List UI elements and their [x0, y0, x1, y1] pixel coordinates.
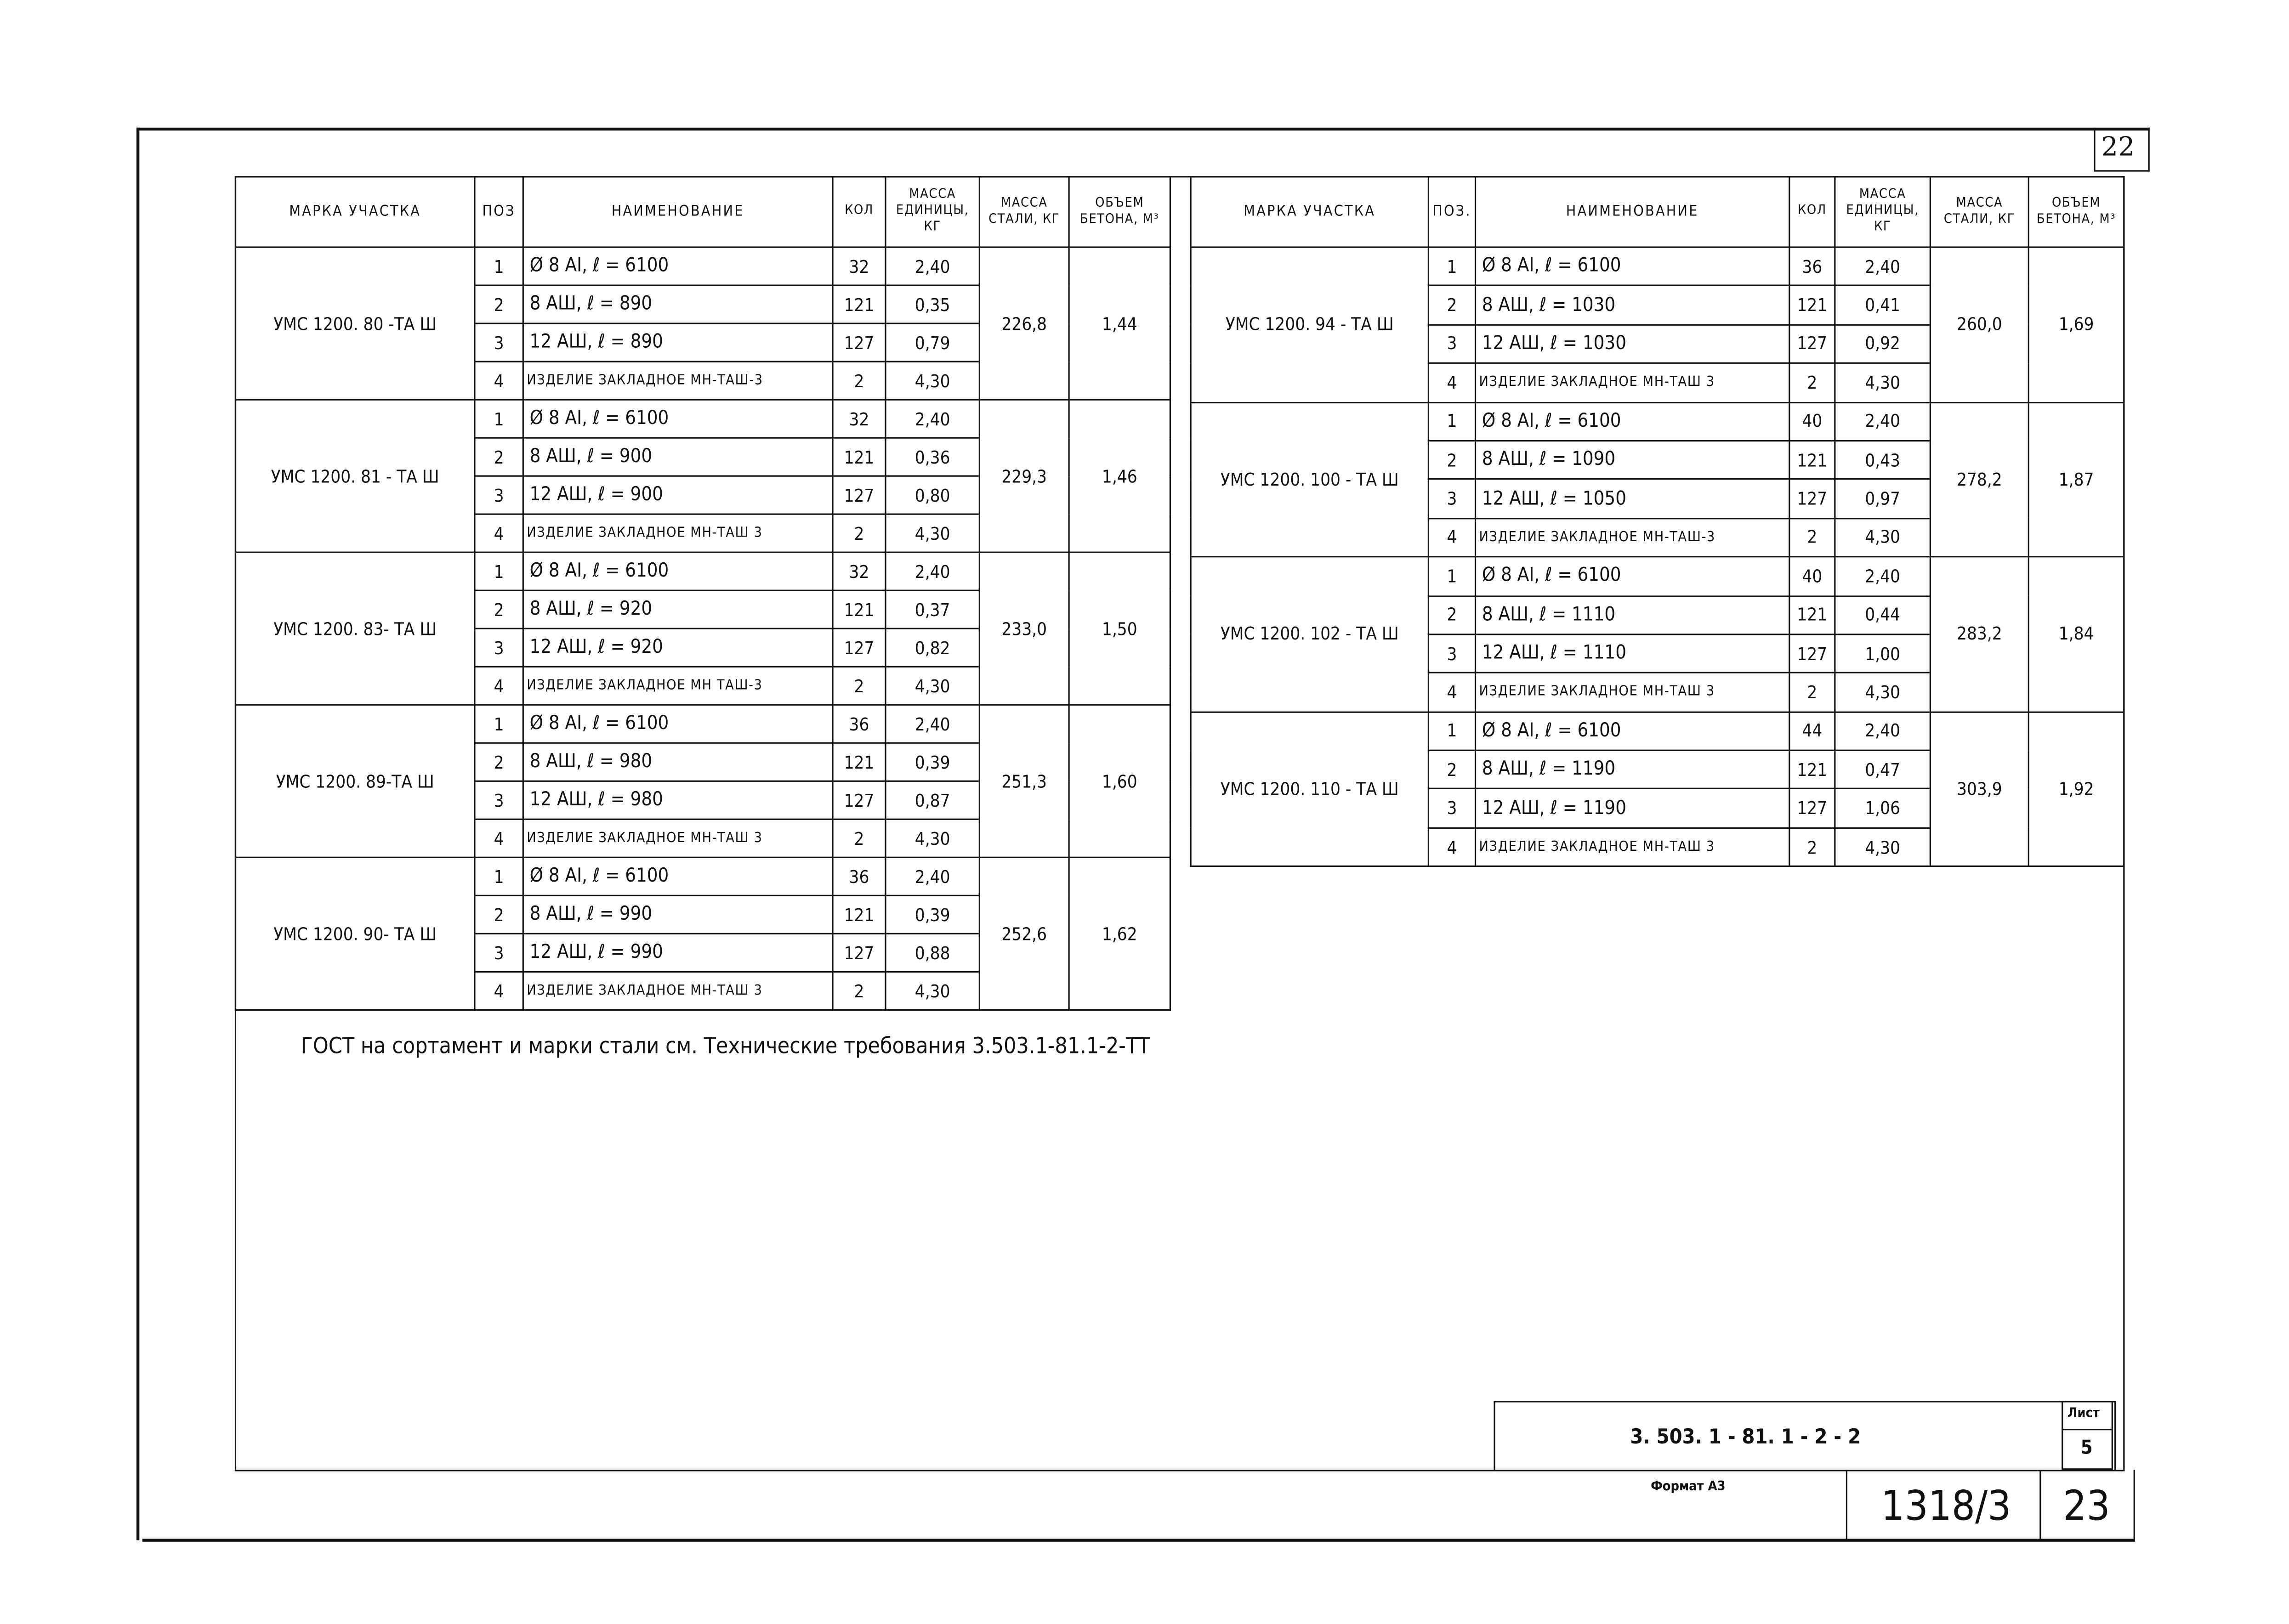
quantity-cell: 2 — [833, 667, 886, 705]
unit-mass-cell: 0,35 — [886, 285, 979, 323]
item-name: 8 АШ, ℓ = 980 — [523, 743, 833, 781]
outer-frame-top — [136, 128, 2150, 130]
quantity-cell: 32 — [833, 400, 886, 438]
unit-mass-cell: 0,41 — [1835, 286, 1931, 324]
item-name: 12 АШ, ℓ = 980 — [523, 781, 833, 819]
header-name: НАИМЕНОВАНИЕ — [523, 177, 833, 247]
position-cell: 3 — [475, 934, 523, 972]
concrete-volume-cell: 1,92 — [2028, 712, 2124, 866]
quantity-cell: 2 — [833, 819, 886, 857]
item-name: 8 АШ, ℓ = 1190 — [1476, 750, 1789, 789]
unit-mass-cell: 0,37 — [886, 590, 979, 628]
position-cell: 4 — [475, 819, 523, 857]
position-cell: 4 — [1428, 518, 1475, 557]
steel-mass-cell: 226,8 — [979, 247, 1069, 400]
steel-mass-cell: 260,0 — [1930, 247, 2028, 402]
document-code: 3. 503. 1 - 81. 1 - 2 - 2 — [1630, 1426, 1861, 1449]
segment-mark: УМС 1200. 102 - ТА Ш — [1191, 557, 1428, 712]
position-cell: 1 — [475, 400, 523, 438]
unit-mass-cell: 4,30 — [1835, 363, 1931, 402]
position-cell: 4 — [475, 362, 523, 400]
unit-mass-cell: 0,39 — [886, 895, 979, 934]
unit-mass-cell: 2,40 — [1835, 402, 1931, 441]
segment-mark: УМС 1200. 90- ТА Ш — [235, 857, 474, 1010]
item-name: Ø 8 АI, ℓ = 6100 — [523, 857, 833, 895]
item-name: ИЗДЕЛИЕ ЗАКЛАДНОЕ МН-ТАШ 3 — [1476, 363, 1789, 402]
quantity-cell: 127 — [1789, 480, 1835, 518]
steel-mass-cell: 233,0 — [979, 552, 1069, 705]
segment-mark: УМС 1200. 80 -ТА Ш — [235, 247, 474, 400]
table-row — [235, 247, 1170, 285]
title-divider-2 — [2039, 1470, 2041, 1540]
position-cell: 3 — [1428, 634, 1475, 673]
unit-mass-cell: 0,92 — [1835, 325, 1931, 363]
position-cell: 4 — [1428, 363, 1475, 402]
steel-mass-cell: 251,3 — [979, 705, 1069, 857]
unit-mass-cell: 4,30 — [886, 514, 979, 552]
unit-mass-cell: 0,79 — [886, 323, 979, 362]
item-name: ИЗДЕЛИЕ ЗАКЛАДНОЕ МН-ТАШ 3 — [523, 819, 833, 857]
unit-mass-cell: 0,39 — [886, 743, 979, 781]
position-cell: 3 — [1428, 480, 1475, 518]
unit-mass-cell: 1,00 — [1835, 634, 1931, 673]
concrete-volume-cell: 1,60 — [1069, 705, 1170, 857]
top-sheet-number: 22 — [2101, 132, 2135, 163]
quantity-cell: 121 — [1789, 750, 1835, 789]
item-name: 12 АШ, ℓ = 1190 — [1476, 789, 1789, 828]
title-divider-1 — [1846, 1470, 1848, 1540]
quantity-cell: 36 — [833, 705, 886, 743]
item-name: 8 АШ, ℓ = 1030 — [1476, 286, 1789, 324]
header-steel-mass: МАССА СТАЛИ, КГ — [979, 177, 1069, 247]
item-name: Ø 8 АI, ℓ = 6100 — [1476, 557, 1789, 595]
segment-mark: УМС 1200. 100 - ТА Ш — [1191, 402, 1428, 557]
table-row — [1191, 557, 2124, 595]
unit-mass-cell: 2,40 — [886, 857, 979, 895]
position-cell: 3 — [1428, 325, 1475, 363]
position-cell: 4 — [1428, 828, 1475, 866]
table-row — [235, 400, 1170, 438]
unit-mass-cell: 1,06 — [1835, 789, 1931, 828]
table-row — [1191, 712, 2124, 750]
item-name: 12 АШ, ℓ = 1110 — [1476, 634, 1789, 673]
position-cell: 1 — [475, 705, 523, 743]
position-cell: 3 — [475, 781, 523, 819]
unit-mass-cell: 4,30 — [1835, 828, 1931, 866]
quantity-cell: 32 — [833, 552, 886, 590]
item-name: 8 АШ, ℓ = 890 — [523, 285, 833, 323]
sheet-label-cell — [2062, 1401, 2113, 1430]
quantity-cell: 127 — [833, 323, 886, 362]
quantity-cell: 127 — [833, 781, 886, 819]
unit-mass-cell: 0,47 — [1835, 750, 1931, 789]
unit-mass-cell: 4,30 — [1835, 673, 1931, 712]
position-cell: 1 — [475, 552, 523, 590]
item-name: ИЗДЕЛИЕ ЗАКЛАДНОЕ МН ТАШ-3 — [523, 667, 833, 705]
quantity-cell: 127 — [1789, 325, 1835, 363]
table-row — [235, 705, 1170, 743]
header-name: НАИМЕНОВАНИЕ — [1476, 177, 1789, 247]
title-block-code-cell — [1494, 1401, 2116, 1471]
item-name: 8 АШ, ℓ = 900 — [523, 438, 833, 476]
item-name: Ø 8 АI, ℓ = 6100 — [1476, 402, 1789, 441]
quantity-cell: 121 — [833, 438, 886, 476]
position-cell: 3 — [1428, 789, 1475, 828]
table-row — [235, 857, 1170, 895]
concrete-volume-cell: 1,69 — [2028, 247, 2124, 402]
concrete-volume-cell: 1,46 — [1069, 400, 1170, 552]
header-unit-mass: МАССА ЕДИНИЦЫ, КГ — [1835, 177, 1931, 247]
quantity-cell: 127 — [833, 628, 886, 667]
unit-mass-cell: 0,80 — [886, 476, 979, 514]
position-cell: 4 — [475, 667, 523, 705]
quantity-cell: 2 — [833, 514, 886, 552]
quantity-cell: 121 — [833, 590, 886, 628]
position-cell: 4 — [475, 514, 523, 552]
item-name: 12 АШ, ℓ = 1050 — [1476, 480, 1789, 518]
position-cell: 1 — [1428, 557, 1475, 595]
quantity-cell: 36 — [1789, 247, 1835, 286]
concrete-volume-cell: 1,44 — [1069, 247, 1170, 400]
unit-mass-cell: 2,40 — [1835, 247, 1931, 286]
segment-mark: УМС 1200. 110 - ТА Ш — [1191, 712, 1428, 866]
sheet-label: Лист — [2067, 1407, 2100, 1422]
header-mark: МАРКА УЧАСТКА — [1191, 177, 1428, 247]
unit-mass-cell: 2,40 — [886, 552, 979, 590]
position-cell: 2 — [475, 743, 523, 781]
item-name: 8 АШ, ℓ = 1110 — [1476, 595, 1789, 634]
sheet-value-cell — [2062, 1429, 2113, 1470]
unit-mass-cell: 2,40 — [1835, 557, 1931, 595]
quantity-cell: 127 — [833, 476, 886, 514]
quantity-cell: 121 — [833, 743, 886, 781]
quantity-cell: 2 — [833, 362, 886, 400]
header-concrete-volume: ОБЪЕМ БЕТОНА, М³ — [2028, 177, 2124, 247]
header-qty: КОЛ — [833, 177, 886, 247]
item-name: 12 АШ, ℓ = 890 — [523, 323, 833, 362]
unit-mass-cell: 0,87 — [886, 781, 979, 819]
quantity-cell: 121 — [833, 895, 886, 934]
position-cell: 2 — [1428, 750, 1475, 789]
concrete-volume-cell: 1,62 — [1069, 857, 1170, 1010]
position-cell: 1 — [1428, 402, 1475, 441]
position-cell: 1 — [475, 247, 523, 285]
quantity-cell: 2 — [1789, 828, 1835, 866]
position-cell: 2 — [475, 285, 523, 323]
specification-table-left — [235, 176, 1171, 1011]
item-name: 8 АШ, ℓ = 990 — [523, 895, 833, 934]
item-name: 12 АШ, ℓ = 1030 — [1476, 325, 1789, 363]
quantity-cell: 2 — [1789, 518, 1835, 557]
steel-mass-cell: 252,6 — [979, 857, 1069, 1010]
position-cell: 2 — [475, 895, 523, 934]
table-row — [1191, 402, 2124, 441]
position-cell: 2 — [1428, 595, 1475, 634]
item-name: ИЗДЕЛИЕ ЗАКЛАДНОЕ МН-ТАШ 3 — [523, 972, 833, 1010]
header-pos: ПОЗ. — [1428, 177, 1475, 247]
steel-mass-cell: 303,9 — [1930, 712, 2028, 866]
position-cell: 1 — [1428, 247, 1475, 286]
quantity-cell: 121 — [1789, 286, 1835, 324]
position-cell: 4 — [475, 972, 523, 1010]
quantity-cell: 121 — [1789, 595, 1835, 634]
concrete-volume-cell: 1,87 — [2028, 402, 2124, 557]
unit-mass-cell: 2,40 — [886, 400, 979, 438]
item-name: 8 АШ, ℓ = 920 — [523, 590, 833, 628]
unit-mass-cell: 0,44 — [1835, 595, 1931, 634]
quantity-cell: 40 — [1789, 402, 1835, 441]
unit-mass-cell: 2,40 — [886, 247, 979, 285]
item-name: Ø 8 АI, ℓ = 6100 — [523, 247, 833, 285]
header-mark: МАРКА УЧАСТКА — [235, 177, 474, 247]
quantity-cell: 40 — [1789, 557, 1835, 595]
position-cell: 1 — [475, 857, 523, 895]
concrete-volume-cell: 1,84 — [2028, 557, 2124, 712]
top-sheet-number-box — [2094, 128, 2149, 172]
sheet-value: 5 — [2080, 1437, 2093, 1460]
title-divider-3 — [2134, 1470, 2136, 1540]
unit-mass-cell: 4,30 — [886, 972, 979, 1010]
header-row — [235, 177, 1170, 247]
note-text: ГОСТ на сортамент и марки стали см. Технические требования 3.503.1-81.1-2-ТТ — [301, 1032, 1150, 1059]
position-cell: 4 — [1428, 673, 1475, 712]
header-concrete-volume: ОБЪЕМ БЕТОНА, М³ — [1069, 177, 1170, 247]
steel-mass-cell: 283,2 — [1930, 557, 2028, 712]
unit-mass-cell: 0,88 — [886, 934, 979, 972]
item-name: Ø 8 АI, ℓ = 6100 — [523, 705, 833, 743]
position-cell: 2 — [1428, 286, 1475, 324]
unit-mass-cell: 0,97 — [1835, 480, 1931, 518]
segment-mark: УМС 1200. 89-ТА Ш — [235, 705, 474, 857]
unit-mass-cell: 4,30 — [886, 819, 979, 857]
quantity-cell: 32 — [833, 247, 886, 285]
archive-number: 1318/3 — [1881, 1481, 2011, 1530]
outer-frame-bottom — [142, 1539, 2135, 1541]
quantity-cell: 127 — [1789, 789, 1835, 828]
format-label: Формат А3 — [1651, 1480, 1726, 1495]
item-name: Ø 8 АI, ℓ = 6100 — [1476, 712, 1789, 750]
quantity-cell: 121 — [1789, 441, 1835, 479]
unit-mass-cell: 0,82 — [886, 628, 979, 667]
table-row — [235, 552, 1170, 590]
item-name: 8 АШ, ℓ = 1090 — [1476, 441, 1789, 479]
header-pos: ПОЗ — [475, 177, 523, 247]
header-steel-mass: МАССА СТАЛИ, КГ — [1930, 177, 2028, 247]
table-row — [1191, 247, 2124, 286]
concrete-volume-cell: 1,50 — [1069, 552, 1170, 705]
position-cell: 3 — [475, 476, 523, 514]
header-qty: КОЛ — [1789, 177, 1835, 247]
item-name: Ø 8 АI, ℓ = 6100 — [523, 400, 833, 438]
item-name: Ø 8 АI, ℓ = 6100 — [1476, 247, 1789, 286]
quantity-cell: 121 — [833, 285, 886, 323]
item-name: ИЗДЕЛИЕ ЗАКЛАДНОЕ МН-ТАШ-3 — [1476, 518, 1789, 557]
segment-mark: УМС 1200. 81 - ТА Ш — [235, 400, 474, 552]
header-row — [1191, 177, 2124, 247]
quantity-cell: 2 — [1789, 363, 1835, 402]
position-cell: 1 — [1428, 712, 1475, 750]
outer-frame-left — [136, 128, 139, 1540]
quantity-cell: 44 — [1789, 712, 1835, 750]
unit-mass-cell: 2,40 — [1835, 712, 1931, 750]
item-name: ИЗДЕЛИЕ ЗАКЛАДНОЕ МН-ТАШ 3 — [1476, 673, 1789, 712]
item-name: ИЗДЕЛИЕ ЗАКЛАДНОЕ МН-ТАШ 3 — [523, 514, 833, 552]
steel-mass-cell: 229,3 — [979, 400, 1069, 552]
quantity-cell: 127 — [833, 934, 886, 972]
steel-mass-cell: 278,2 — [1930, 402, 2028, 557]
item-name: ИЗДЕЛИЕ ЗАКЛАДНОЕ МН-ТАШ 3 — [1476, 828, 1789, 866]
header-unit-mass: МАССА ЕДИНИЦЫ, КГ — [886, 177, 979, 247]
quantity-cell: 127 — [1789, 634, 1835, 673]
page-number: 23 — [2063, 1481, 2110, 1530]
specification-table-right — [1190, 176, 2125, 867]
position-cell: 3 — [475, 323, 523, 362]
segment-mark: УМС 1200. 94 - ТА Ш — [1191, 247, 1428, 402]
item-name: ИЗДЕЛИЕ ЗАКЛАДНОЕ МН-ТАШ-3 — [523, 362, 833, 400]
unit-mass-cell: 4,30 — [886, 667, 979, 705]
segment-mark: УМС 1200. 83- ТА Ш — [235, 552, 474, 705]
quantity-cell: 36 — [833, 857, 886, 895]
position-cell: 3 — [475, 628, 523, 667]
unit-mass-cell: 4,30 — [1835, 518, 1931, 557]
unit-mass-cell: 0,36 — [886, 438, 979, 476]
position-cell: 2 — [1428, 441, 1475, 479]
unit-mass-cell: 0,43 — [1835, 441, 1931, 479]
item-name: 12 АШ, ℓ = 990 — [523, 934, 833, 972]
position-cell: 2 — [475, 590, 523, 628]
item-name: Ø 8 АI, ℓ = 6100 — [523, 552, 833, 590]
unit-mass-cell: 4,30 — [886, 362, 979, 400]
position-cell: 2 — [475, 438, 523, 476]
item-name: 12 АШ, ℓ = 920 — [523, 628, 833, 667]
unit-mass-cell: 2,40 — [886, 705, 979, 743]
quantity-cell: 2 — [1789, 673, 1835, 712]
item-name: 12 АШ, ℓ = 900 — [523, 476, 833, 514]
quantity-cell: 2 — [833, 972, 886, 1010]
